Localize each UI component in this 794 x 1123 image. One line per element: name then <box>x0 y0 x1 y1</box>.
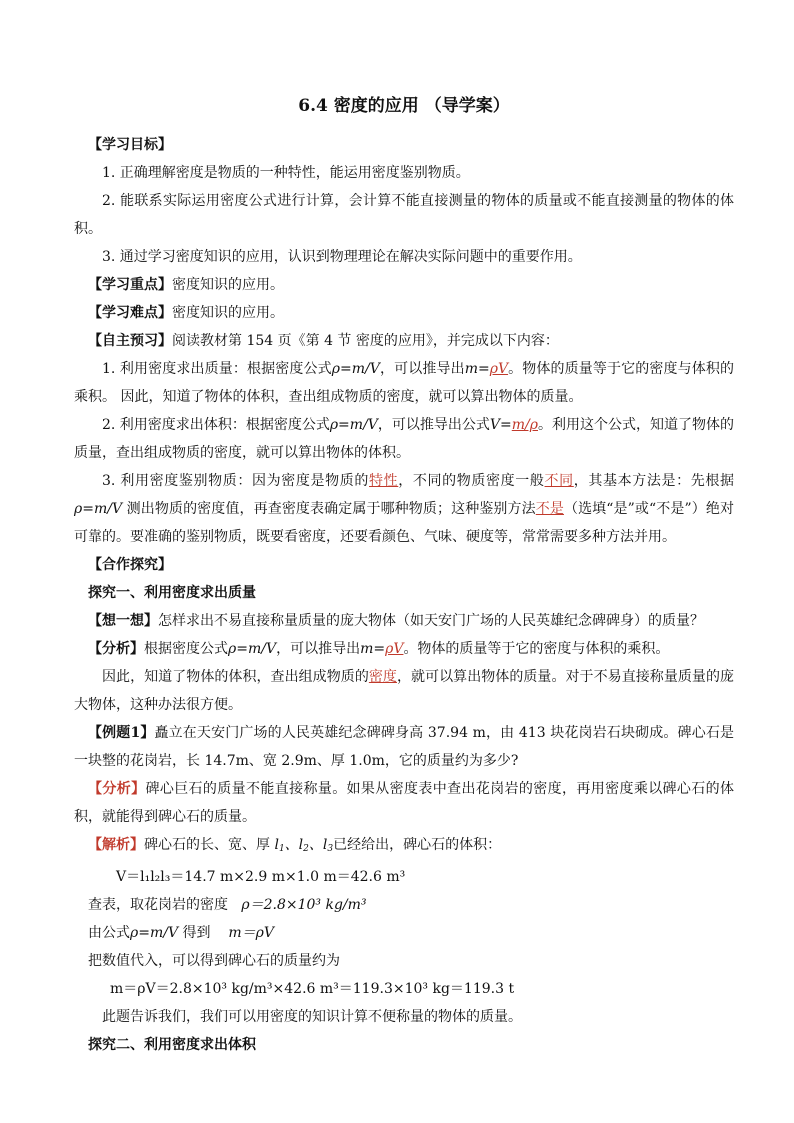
analysis-text-e: 。物体的质量等于它的密度与体积的乘积。 <box>403 641 670 657</box>
item3-text-a: 3. 利用密度鉴别物质：因为密度是物质的 <box>102 473 370 489</box>
analysis-formula-lhs: m= <box>360 641 386 657</box>
item2-text-c: ，可以推导出公式 <box>377 417 490 433</box>
analysis-formula: ρ=m/V <box>228 641 277 657</box>
item3-answer-3: 不是 <box>535 501 564 517</box>
example-label: 【例题1】 <box>88 725 155 741</box>
formula-line <box>74 919 734 947</box>
item2-formula-lhs: V= <box>489 417 512 433</box>
item2-text-e: 。利用这个公式，知道了物体的质量，查出组成物质的密度，就可以算出物体的体积。 <box>74 417 735 461</box>
difficulty-text: 密度知识的应用。 <box>172 305 284 321</box>
key-label: 【学习重点】 <box>88 277 172 293</box>
goal-3: 3. 通过学习密度知识的应用，认识到物理理论在解决实际问题中的重要作用。 <box>102 249 582 265</box>
solution-text-b: 已经给出，碑心石的体积： <box>333 837 502 853</box>
item3-text-c: ，其基本方法是：先根据 <box>573 473 735 489</box>
therefore-answer: 密度 <box>368 669 397 685</box>
therefore-text-b: ，就可以算出物体的质量。对于不易直接称量质量的庞大物体，这种办法很方便。 <box>74 669 735 713</box>
goal-2: 2. 能联系实际运用密度公式进行计算，会计算不能直接测量的物体的质量或不能直接测量的物体的体积。 <box>74 193 734 237</box>
difficulty-point <box>74 299 734 327</box>
preview-label: 【自主预习】 <box>88 333 172 349</box>
item3-answer-2: 不同 <box>544 473 574 489</box>
item1-text-a: 1. 利用密度求出质量：根据密度公式 <box>102 361 332 377</box>
item2-text-a: 2. 利用密度求出体积：根据密度公式 <box>102 417 330 433</box>
example-analysis-text: 碑心巨石的质量不能直接称量。如果从密度表中查出花岗岩的密度，再用密度乘以碑心石的体积，就能得到碑心石的质量。 <box>74 781 735 825</box>
formula-line-result: m＝ρV <box>228 925 274 941</box>
analysis-block <box>74 635 734 663</box>
goal-1: 1. 正确理解密度是物质的一种特性，能运用密度鉴别物质。 <box>102 165 470 181</box>
volume-line: V＝l₁l₂l₃＝14.7 m×2.9 m×1.0 m＝42.6 m³ <box>116 869 406 885</box>
preview-item-2 <box>74 411 734 467</box>
explore-2-heading: 探究二、利用密度求出体积 <box>88 1037 256 1053</box>
item1-text-c: ，可以推导出 <box>379 361 465 377</box>
table-line-text: 查表，取花岗岩的密度 <box>88 897 228 913</box>
difficulty-label: 【学习难点】 <box>88 305 172 321</box>
analysis-text-a: 根据密度公式 <box>144 641 228 657</box>
table-line <box>74 891 734 919</box>
item1-formula-lhs: m= <box>464 361 490 377</box>
item2-answer: m/ρ <box>511 417 538 433</box>
explore-1-heading: 探究一、利用密度求出质量 <box>88 585 256 601</box>
item3-text-e: 测出物质的密度值，再查密度表确定属于哪种物质；这种鉴别方法 <box>122 501 536 517</box>
therefore-text-a: 因此，知道了物体的体积，查出组成物质的 <box>102 669 369 685</box>
analysis-label: 【分析】 <box>88 641 144 657</box>
substitute-line: 把数值代入，可以得到碑心石的质量约为 <box>88 953 340 969</box>
example-analysis-block <box>74 775 734 831</box>
goals-heading: 【学习目标】 <box>88 137 172 153</box>
formula-line-text-a: 由公式 <box>88 925 130 941</box>
analysis-answer: ρV <box>385 641 404 657</box>
document-body <box>74 95 734 1059</box>
item3-formula: ρ=m/V <box>74 501 123 517</box>
example-analysis-label: 【分析】 <box>88 781 146 797</box>
think-block <box>74 607 734 635</box>
item1-text-e: 。物体的质量等于它的密度与体积的乘积。 因此，知道了物体的体积，查出组成物质的密度，就可以算出物体的质量。 <box>74 361 735 405</box>
conclusion-line: 此题告诉我们，我们可以用密度的知识计算不便称量的物体的质量。 <box>102 1009 522 1025</box>
preview-text: 阅读教材第 154 页《第 4 节 密度的应用》，并完成以下内容： <box>172 333 559 349</box>
think-text: 怎样求出不易直接称量质量的庞大物体（如天安门广场的人民英雄纪念碑碑身）的质量？ <box>158 613 704 629</box>
analysis-text-c: ，可以推导出 <box>276 641 361 657</box>
page-title: 6.4 密度的应用 （导学案） <box>298 96 510 116</box>
preview-item-1 <box>74 355 734 411</box>
item2-formula: ρ=m/V <box>329 417 378 433</box>
solution-variables: $l_1$、$l_2$、$l_3$ <box>274 837 334 854</box>
solution-label: 【解析】 <box>88 837 144 853</box>
solution-text-a: 碑心石的长、宽、厚 <box>144 837 275 853</box>
example-block <box>74 719 734 775</box>
key-text: 密度知识的应用。 <box>172 277 284 293</box>
item3-answer-1: 特性 <box>369 473 399 489</box>
key-point <box>74 271 734 299</box>
solution-block <box>74 831 734 863</box>
therefore-block <box>74 663 734 719</box>
preview <box>74 327 734 355</box>
preview-item-3 <box>74 467 734 551</box>
example-text: 矗立在天安门广场的人民英雄纪念碑碑身高 37.94 m，由 413 块花岗岩石块砌成。碑心石是一块整的花岗岩，长 14.7m、宽 2.9m、厚 1.0m，它的质量约为多少? <box>74 725 734 769</box>
result-line: m＝ρV＝2.8×10³ kg/m³×42.6 m³＝119.3×10³ kg＝119.3 t <box>110 981 515 997</box>
item1-formula: ρ=m/V <box>331 361 380 377</box>
table-line-density: ρ＝2.8×10³ kg/m³ <box>241 897 367 913</box>
formula-line-text-c: 得到 <box>178 925 211 941</box>
item1-answer: ρV <box>489 361 509 377</box>
item3-text-b: ，不同的物质密度一般 <box>398 473 545 489</box>
formula-line-formula: ρ=m/V <box>130 925 179 941</box>
think-label: 【想一想】 <box>88 613 158 629</box>
item3-text-f: （选填“是”或“不是”）绝对可靠的。要准确的鉴别物质，既要看密度，还要看颜色、气味、硬度等，常常需要多种方法并用。 <box>74 501 734 545</box>
cooperation-heading: 【合作探究】 <box>88 557 172 573</box>
